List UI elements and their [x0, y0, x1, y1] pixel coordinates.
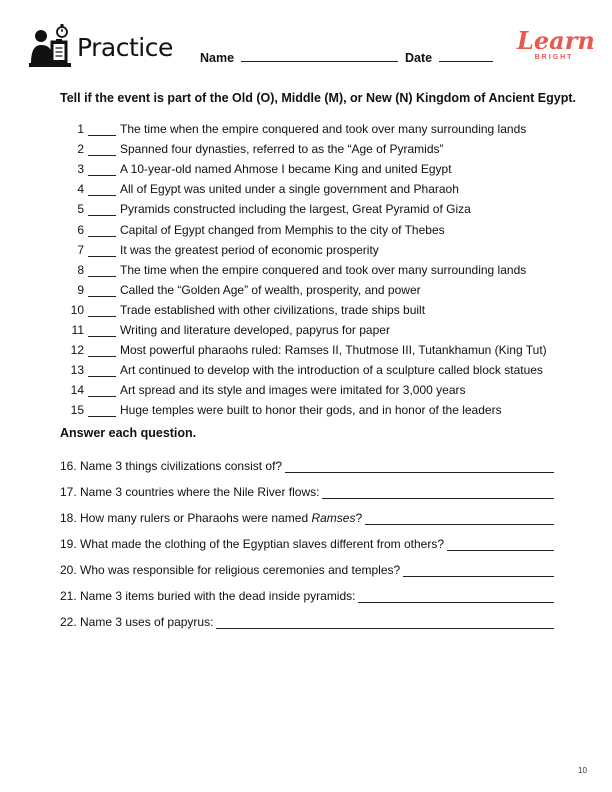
list-item — [60, 397, 560, 417]
item-text: It was the greatest period of economic prosperity — [120, 242, 379, 257]
question-row — [60, 551, 554, 577]
item-number: 1 — [77, 122, 84, 137]
questions-list — [60, 447, 554, 629]
list-item — [60, 257, 560, 277]
list-item — [60, 136, 560, 156]
name-field[interactable] — [241, 50, 398, 62]
instructions: Tell if the event is part of the Old (O), Middle (M), or New (N) Kingdom of Ancient Egypt. — [60, 91, 576, 105]
logo-subtext: BRIGHT — [534, 54, 574, 61]
list-item — [60, 176, 560, 196]
item-number: 5 — [77, 202, 84, 217]
item-number: 13 — [70, 363, 84, 378]
answer-line[interactable] — [285, 460, 554, 473]
list-item — [60, 297, 560, 317]
answer-line[interactable] — [403, 564, 554, 577]
item-text: A 10-year-old named Ahmose I became King and united Egypt — [120, 162, 452, 177]
question-prefix: 18. How many rulers or Pharaohs were named — [60, 511, 312, 525]
list-item — [60, 156, 560, 176]
item-text: Spanned four dynasties, referred to as the “Age of Pyramids” — [120, 142, 444, 157]
question-prefix: 16. Name 3 things civilizations consist of? — [60, 459, 283, 473]
item-number: 12 — [70, 343, 84, 358]
header — [0, 0, 612, 80]
item-text: Writing and literature developed, papyrus for paper — [120, 323, 390, 338]
question-prefix: 20. Who was responsible for religious ceremonies and temples? — [60, 563, 401, 577]
question-text — [60, 615, 213, 629]
item-text: Pyramids constructed including the largest, Great Pyramid of Giza — [120, 202, 471, 217]
list-item — [60, 377, 560, 397]
question-text — [60, 511, 362, 525]
name-label: Name — [200, 51, 235, 65]
question-row — [60, 499, 554, 525]
page-number: 10 — [578, 766, 587, 775]
answer-line[interactable] — [365, 512, 554, 525]
question-prefix: 19. What made the clothing of the Egyptian slaves different from others? — [60, 537, 444, 551]
list-item — [60, 196, 560, 216]
list-item — [60, 237, 560, 257]
practice-icon — [29, 23, 71, 69]
list-item — [60, 116, 560, 136]
answer-blank[interactable] — [88, 226, 116, 237]
item-text: All of Egypt was united under a single government and Pharaoh — [120, 182, 459, 197]
answer-blank[interactable] — [88, 306, 116, 317]
learn-bright-logo — [517, 26, 595, 68]
question-text — [60, 563, 400, 577]
list-item — [60, 216, 560, 236]
question-row — [60, 525, 554, 551]
answer-blank[interactable] — [88, 185, 116, 196]
answer-line[interactable] — [322, 486, 554, 499]
question-row — [60, 447, 554, 473]
answer-blank[interactable] — [88, 286, 116, 297]
item-number: 15 — [70, 403, 84, 418]
item-number: 14 — [70, 383, 84, 398]
answer-blank[interactable] — [88, 165, 116, 176]
kingdom-items-list — [60, 116, 560, 417]
question-row — [60, 473, 554, 499]
date-field[interactable] — [439, 50, 493, 62]
item-text: The time when the empire conquered and took over many surrounding lands — [120, 122, 527, 137]
item-text: Art continued to develop with the introduction of a sculpture called block statues — [120, 363, 543, 378]
answer-line[interactable] — [358, 590, 554, 603]
question-italic: Ramses — [311, 511, 356, 525]
item-number: 11 — [71, 323, 84, 338]
answer-heading: Answer each question. — [60, 426, 197, 440]
question-prefix: 21. Name 3 items buried with the dead inside pyramids: — [60, 589, 356, 603]
answer-blank[interactable] — [88, 346, 116, 357]
logo-text: Learn — [517, 26, 595, 55]
item-text: Capital of Egypt changed from Memphis to the city of Thebes — [120, 222, 445, 237]
answer-blank[interactable] — [88, 205, 116, 216]
item-text: Art spread and its style and images were imitated for 3,000 years — [120, 383, 466, 398]
item-number: 9 — [77, 282, 84, 297]
list-item — [60, 317, 560, 337]
answer-blank[interactable] — [88, 406, 116, 417]
item-text: Trade established with other civilizations, trade ships built — [120, 302, 426, 317]
question-row — [60, 577, 554, 603]
question-row — [60, 603, 554, 629]
question-prefix: 22. Name 3 uses of papyrus: — [60, 615, 214, 629]
question-text — [60, 459, 282, 473]
item-number: 4 — [77, 182, 84, 197]
answer-blank[interactable] — [88, 366, 116, 377]
item-number: 8 — [77, 262, 84, 277]
item-number: 2 — [77, 142, 84, 157]
question-suffix: ? — [355, 511, 363, 525]
question-prefix: 17. Name 3 countries where the Nile River flows: — [60, 485, 320, 499]
question-text — [60, 589, 355, 603]
name-date-row — [200, 50, 493, 65]
answer-blank[interactable] — [88, 246, 116, 257]
answer-blank[interactable] — [88, 386, 116, 397]
list-item — [60, 337, 560, 357]
item-text: Called the “Golden Age” of wealth, prosperity, and power — [120, 282, 421, 297]
item-number: 10 — [70, 302, 84, 317]
answer-blank[interactable] — [88, 326, 116, 337]
date-label: Date — [405, 51, 433, 65]
answer-blank[interactable] — [88, 125, 116, 136]
item-text: Most powerful pharaohs ruled: Ramses II, Thutmose III, Tutankhamun (King Tut) — [120, 343, 547, 358]
list-item — [60, 357, 560, 377]
list-item — [60, 277, 560, 297]
answer-blank[interactable] — [88, 266, 116, 277]
page-title: Practice — [77, 33, 173, 62]
question-text — [60, 485, 319, 499]
item-number: 6 — [77, 222, 84, 237]
item-number: 7 — [77, 242, 84, 257]
item-text: Huge temples were built to honor their gods, and in honor of the leaders — [120, 403, 502, 418]
item-number: 3 — [77, 162, 84, 177]
answer-blank[interactable] — [88, 145, 116, 156]
question-text — [60, 537, 444, 551]
answer-line[interactable] — [447, 538, 554, 551]
answer-line[interactable] — [216, 616, 554, 629]
item-text: The time when the empire conquered and took over many surrounding lands — [120, 262, 527, 277]
